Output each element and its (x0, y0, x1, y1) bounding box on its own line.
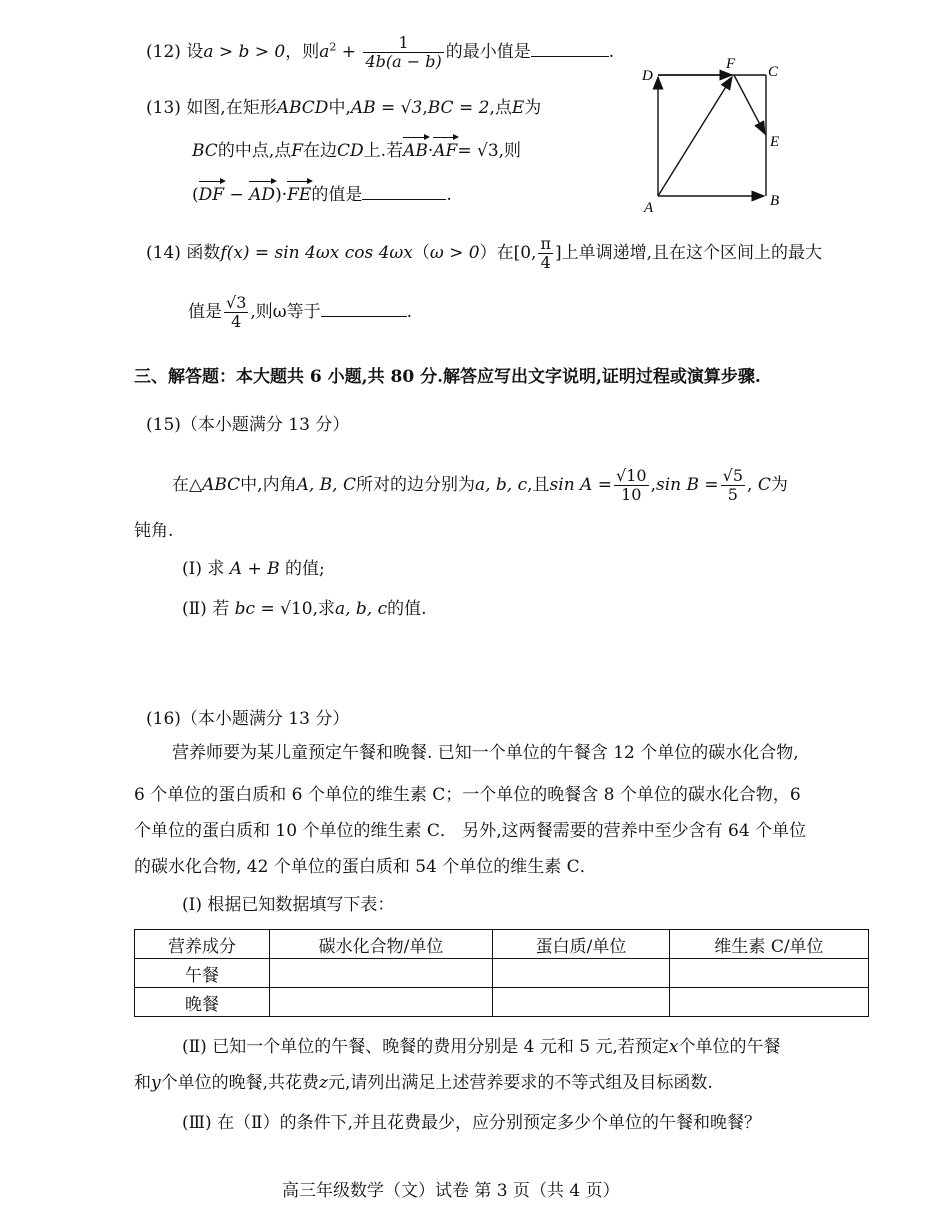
page-footer: 高三年级数学（文）试卷 第 3 页（共 4 页） (282, 1181, 620, 1201)
q15-text: ,且 (527, 475, 550, 495)
q13-dot: · (427, 141, 434, 161)
q14-end: . (406, 302, 413, 322)
vector-ab: AB (403, 141, 428, 161)
table-header: 蛋白质/单位 (493, 930, 670, 959)
q16-p2-text-3: 和 (134, 1073, 151, 1093)
q13-text: ,点 (489, 98, 512, 118)
q14-max-fraction (224, 294, 248, 331)
question-13-line-2 (192, 140, 521, 162)
table-header: 碳水化合物/单位 (270, 930, 493, 959)
q14-max-num: √3 (226, 293, 247, 312)
q15-p2-vars: a, b, c (334, 599, 388, 619)
q15-p1-text: (Ⅰ) 求 (182, 559, 225, 579)
q15-text: 为 (770, 475, 788, 495)
q16-p2-text: (Ⅱ) 已知一个单位的午餐、晚餐的费用分别是 4 元和 5 元,若预定 (182, 1037, 669, 1057)
q16-p2-text-4: 个单位的晚餐,共花费 (160, 1073, 320, 1093)
table-cell[interactable] (493, 988, 670, 1017)
vector-fe-arrow (734, 75, 765, 134)
q15-comma-2: , (747, 475, 753, 495)
q14-pi-fraction (538, 235, 553, 272)
table-row (135, 988, 869, 1017)
question-14-line-2 (188, 294, 412, 331)
q14-frac-den: 4 (540, 253, 551, 272)
q16-var-z: z (319, 1073, 328, 1093)
table-row (135, 959, 869, 988)
q14-answer-blank (321, 302, 407, 317)
q14-frac-num: π (540, 234, 551, 253)
q13-rect: ABCD (276, 98, 329, 118)
q15-angle-c: C (757, 475, 771, 495)
question-13-line-1 (146, 97, 541, 119)
q12-fraction (363, 34, 443, 71)
table-header-row (135, 930, 869, 959)
q14-text: 函数 (186, 243, 221, 263)
q12-text-2: ，则 (285, 42, 320, 62)
q12-frac-num: 1 (363, 34, 443, 53)
q13-paren-dot: )· (275, 185, 288, 205)
q13-text: ,则 (498, 141, 522, 161)
q13-bc: BC = 2 (427, 98, 490, 118)
table-cell[interactable] (270, 959, 493, 988)
question-16-line-3: 个单位的蛋白质和 10 个单位的维生素 C． 另外,这两餐需要的营养中至少含有 64 个单位 (134, 821, 807, 841)
q12-answer-blank (531, 42, 609, 57)
q15-sinb: sin B = (655, 475, 719, 495)
q13-cd: CD (337, 141, 364, 161)
q14-omega-cond: ω > 0 (429, 243, 480, 263)
q15-text: 在△ (172, 475, 203, 495)
q12-var-a: a (319, 42, 330, 62)
q16-var-y: y (151, 1073, 161, 1093)
question-16-line-2: 6 个单位的蛋白质和 6 个单位的维生素 C；一个单位的晚餐含 8 个单位的碳水化合物，6 (134, 785, 801, 805)
table-cell[interactable] (493, 959, 670, 988)
q15-p2-text: (Ⅱ) 若 (182, 599, 230, 619)
q13-answer-blank (362, 185, 446, 200)
table-cell[interactable] (670, 959, 869, 988)
q15-triangle: ABC (202, 475, 241, 495)
vector-af-arrow (658, 77, 732, 196)
q15-text: 所对的边分别为 (355, 475, 475, 495)
label-f: F (726, 56, 736, 72)
q12-text: 设 (186, 42, 204, 62)
question-15-part-2 (182, 598, 427, 620)
question-16-line-4: 的碳水化合物, 42 个单位的蛋白质和 54 个单位的维生素 C． (134, 857, 597, 877)
question-15-part-1 (182, 558, 325, 580)
q15-p2-bc: bc = (234, 599, 281, 619)
q14-function: f(x) = sin 4ωx cos 4ωx (220, 243, 413, 263)
q14-text: 值是 (188, 302, 222, 322)
table-header: 营养成分 (135, 930, 270, 959)
q16-p2-text-5: 元,请列出满足上述营养要求的不等式组及目标函数. (327, 1073, 713, 1093)
q15-p2-text-3: 的值. (387, 599, 427, 619)
q13-text: 如图,在矩形 (186, 98, 277, 118)
q15-sina: sin A = (549, 475, 612, 495)
question-16-part-3: (Ⅲ) 在（Ⅱ）的条件下,并且花费最少，应分别预定多少个单位的午餐和晚餐？ (182, 1113, 762, 1133)
q15-p2-text-2: ,求 (312, 599, 335, 619)
q15-text: 中,内角 (240, 475, 297, 495)
q16-p2-text-2: 个单位的午餐 (678, 1037, 781, 1057)
q16-var-x: x (668, 1037, 679, 1057)
q13-paren: ( (192, 185, 199, 205)
q15-f2-den: 5 (727, 485, 738, 504)
q13-bc-label: BC (192, 141, 218, 161)
q13-minus: − (224, 185, 250, 205)
table-cell[interactable] (670, 988, 869, 1017)
q15-f1-den: 10 (621, 485, 642, 504)
q13-point-e: E (511, 98, 525, 118)
q15-p2-root: √10 (280, 599, 313, 619)
q15-comma: , (650, 475, 656, 495)
q13-text: , (422, 98, 428, 118)
table-row-label: 晚餐 (135, 988, 270, 1017)
question-15-line-2: 钝角. (134, 521, 174, 541)
q12-frac-den: 4b(a − b) (365, 52, 442, 71)
vector-af: AF (433, 141, 458, 161)
q13-text: 的中点,点 (217, 141, 292, 161)
q13-eq: = √3 (457, 141, 499, 161)
q13-text: 的值是 (311, 185, 363, 205)
q13-text: 上.若 (363, 141, 404, 161)
question-16-heading: (16)（本小题满分 13 分） (146, 709, 350, 729)
question-16-part-2-line-1 (182, 1036, 780, 1058)
vector-fe: FE (287, 185, 312, 205)
label-c: C (768, 64, 779, 80)
q12-plus: + (341, 42, 357, 62)
q13-text: 在边 (303, 141, 338, 161)
q15-angles: A, B, C (296, 475, 356, 495)
rectangle-figure (636, 56, 796, 216)
q13-end: . (446, 185, 452, 205)
question-14-line-1 (146, 235, 822, 272)
q14-interval: ）在[0, (479, 243, 537, 263)
q13-text: 中, (328, 98, 351, 118)
q15-sides: a, b, c (474, 475, 528, 495)
question-16-part-1: (Ⅰ) 根据已知数据填写下表： (182, 895, 395, 915)
question-15-line-1 (172, 467, 788, 504)
question-12 (146, 34, 614, 71)
q13-ab: AB = √3 (350, 98, 423, 118)
table-cell[interactable] (270, 988, 493, 1017)
q14-text-2: ]上单调递增,且在这个区间上的最大 (554, 243, 822, 263)
q13-point-f: F (291, 141, 304, 161)
vector-df: DF (198, 185, 225, 205)
nutrition-table (134, 929, 869, 1017)
q15-f1-num: √10 (616, 466, 647, 485)
q12-condition: a > b > 0 (203, 42, 286, 62)
q14-number: (14) (146, 243, 181, 263)
question-15-heading: (15)（本小题满分 13 分） (146, 415, 350, 435)
q13-text: 为 (524, 98, 542, 118)
q13-number: (13) (146, 98, 181, 118)
question-16-line-1: 营养师要为某儿童预定午餐和晚餐. 已知一个单位的午餐含 12 个单位的碳水化合物, (172, 743, 799, 763)
label-d: D (642, 68, 653, 84)
q14-text-2: ,则ω等于 (250, 302, 321, 322)
question-13-line-3 (192, 184, 452, 206)
table-row-label: 午餐 (135, 959, 270, 988)
label-e: E (770, 134, 780, 150)
q15-p1-expr: A + B (229, 559, 280, 579)
q12-exponent: 2 (329, 40, 337, 54)
section-3-heading: 三、解答题：本大题共 6 小题,共 80 分.解答应写出文字说明,证明过程或演算步骤. (134, 367, 761, 387)
table-header: 维生素 C/单位 (670, 930, 869, 959)
vector-ad: AD (249, 185, 276, 205)
q15-sina-fraction (614, 467, 649, 504)
label-a: A (644, 200, 654, 216)
label-b: B (770, 193, 780, 209)
question-16-part-2-line-2 (134, 1072, 713, 1094)
q14-max-den: 4 (231, 312, 242, 331)
q12-text-3: 的最小值是 (445, 42, 531, 62)
q15-p1-text-2: 的值; (285, 559, 325, 579)
q12-end: . (608, 42, 615, 62)
q14-paren: （ (412, 243, 430, 263)
q12-number: (12) (146, 42, 181, 62)
q15-sinb-fraction (721, 467, 745, 504)
q15-f2-num: √5 (722, 466, 743, 485)
